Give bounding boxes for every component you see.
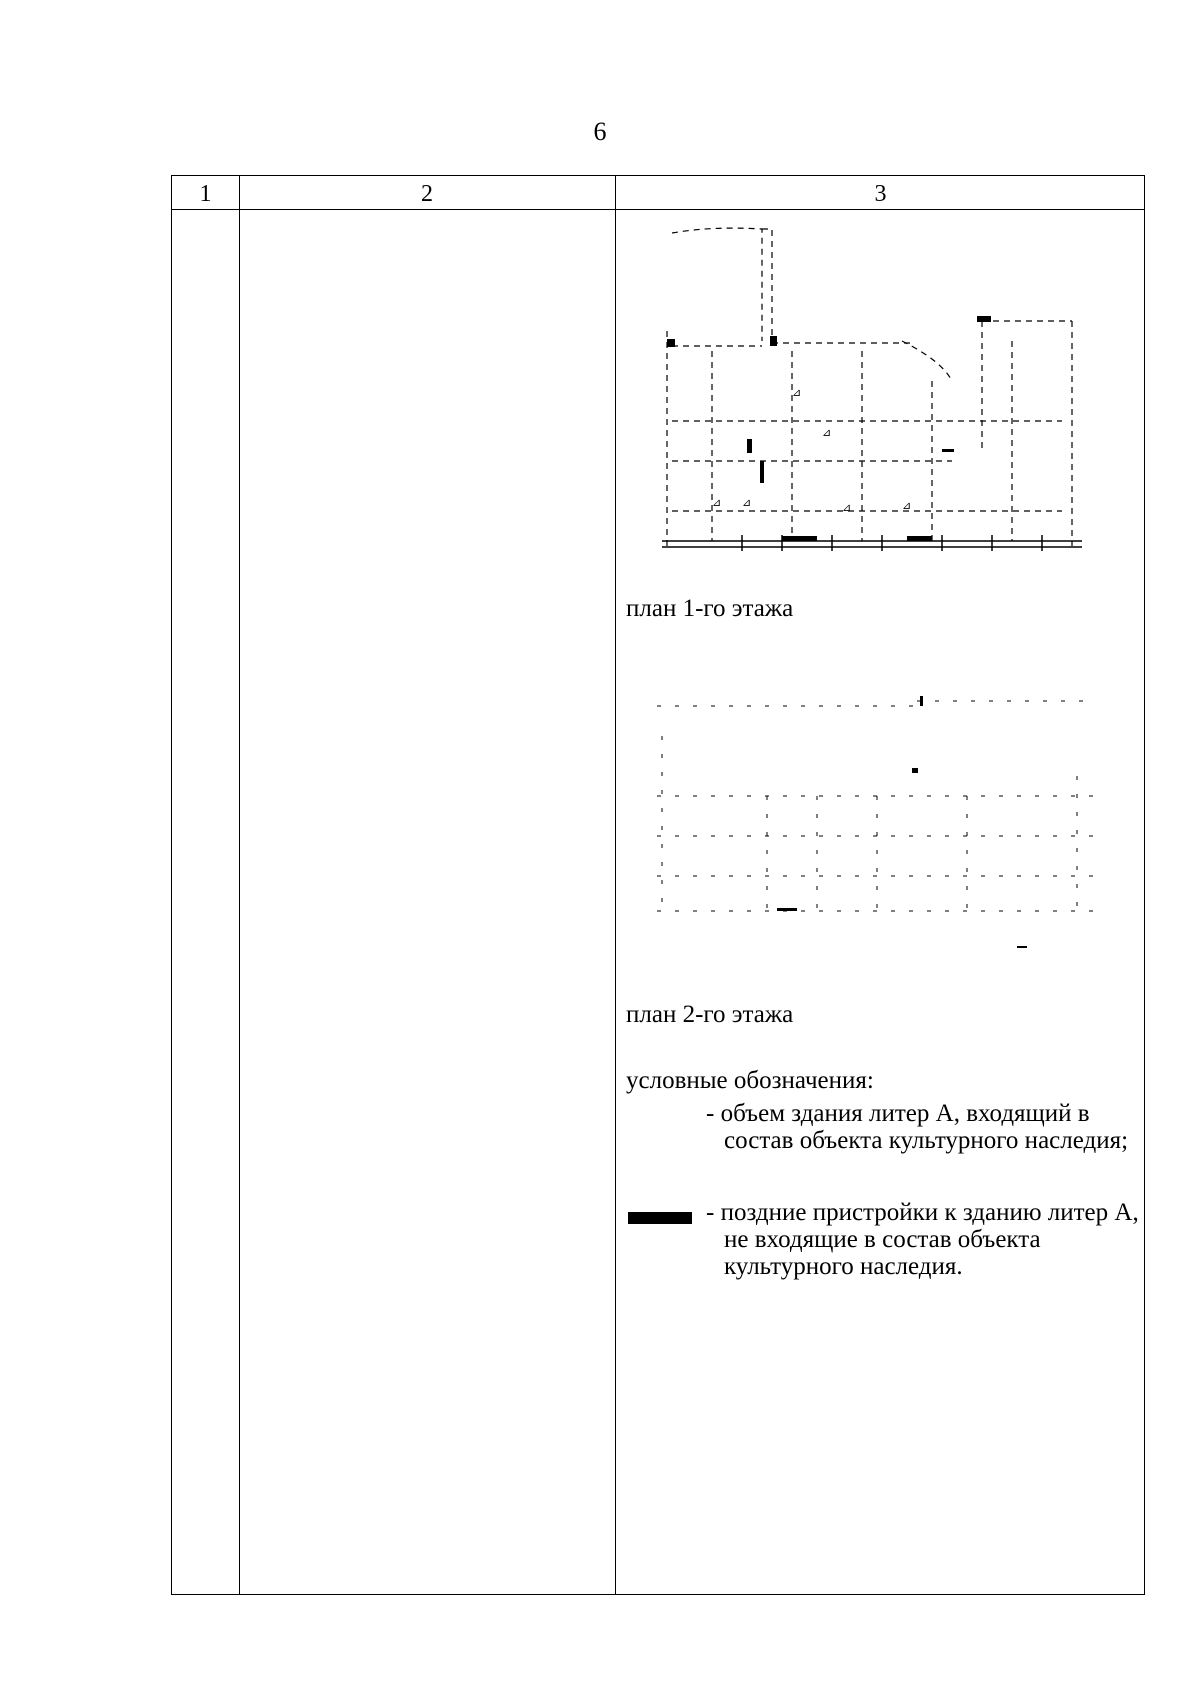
legend-item-late-additions	[626, 1199, 1141, 1309]
plan-1-caption: план 1-го этажа	[626, 595, 794, 622]
legend-item-text: - объем здания литер А, входящий в состав объекта культурного наследия;	[706, 1100, 1129, 1154]
svg-text:⊿: ⊿	[742, 497, 752, 509]
floor-plan-drawing-icon	[637, 656, 1112, 956]
column-header-2: 2	[421, 181, 433, 207]
plan-2-caption: план 2-го этажа	[626, 1001, 794, 1028]
legend-item-heritage-volume	[626, 1100, 1141, 1210]
svg-text:⊿: ⊿	[792, 387, 802, 399]
floor-plan-2-image	[637, 656, 1112, 956]
legend-title: условные обозначения:	[626, 1067, 874, 1094]
column-divider	[239, 176, 240, 1594]
svg-text:⊿: ⊿	[902, 500, 912, 512]
svg-text:⊿: ⊿	[842, 502, 852, 514]
floor-plan-drawing-icon	[652, 221, 1092, 561]
legend-swatch-heritage	[628, 1113, 692, 1125]
legend-item-text: - поздние пристройки к зданию литер А, не входящие в состав объекта культурного наследия.	[706, 1199, 1139, 1280]
legend-swatch-late-additions	[628, 1212, 692, 1224]
column-header-3: 3	[874, 181, 887, 207]
header-divider	[172, 209, 1144, 210]
page-number: 6	[593, 117, 607, 146]
svg-text:⊿: ⊿	[822, 427, 832, 439]
column-header-1: 1	[199, 181, 212, 207]
floor-plan-1-image	[652, 221, 1092, 561]
column-divider	[615, 176, 616, 1594]
svg-text:⊿: ⊿	[712, 497, 722, 509]
content-table	[171, 175, 1145, 1595]
